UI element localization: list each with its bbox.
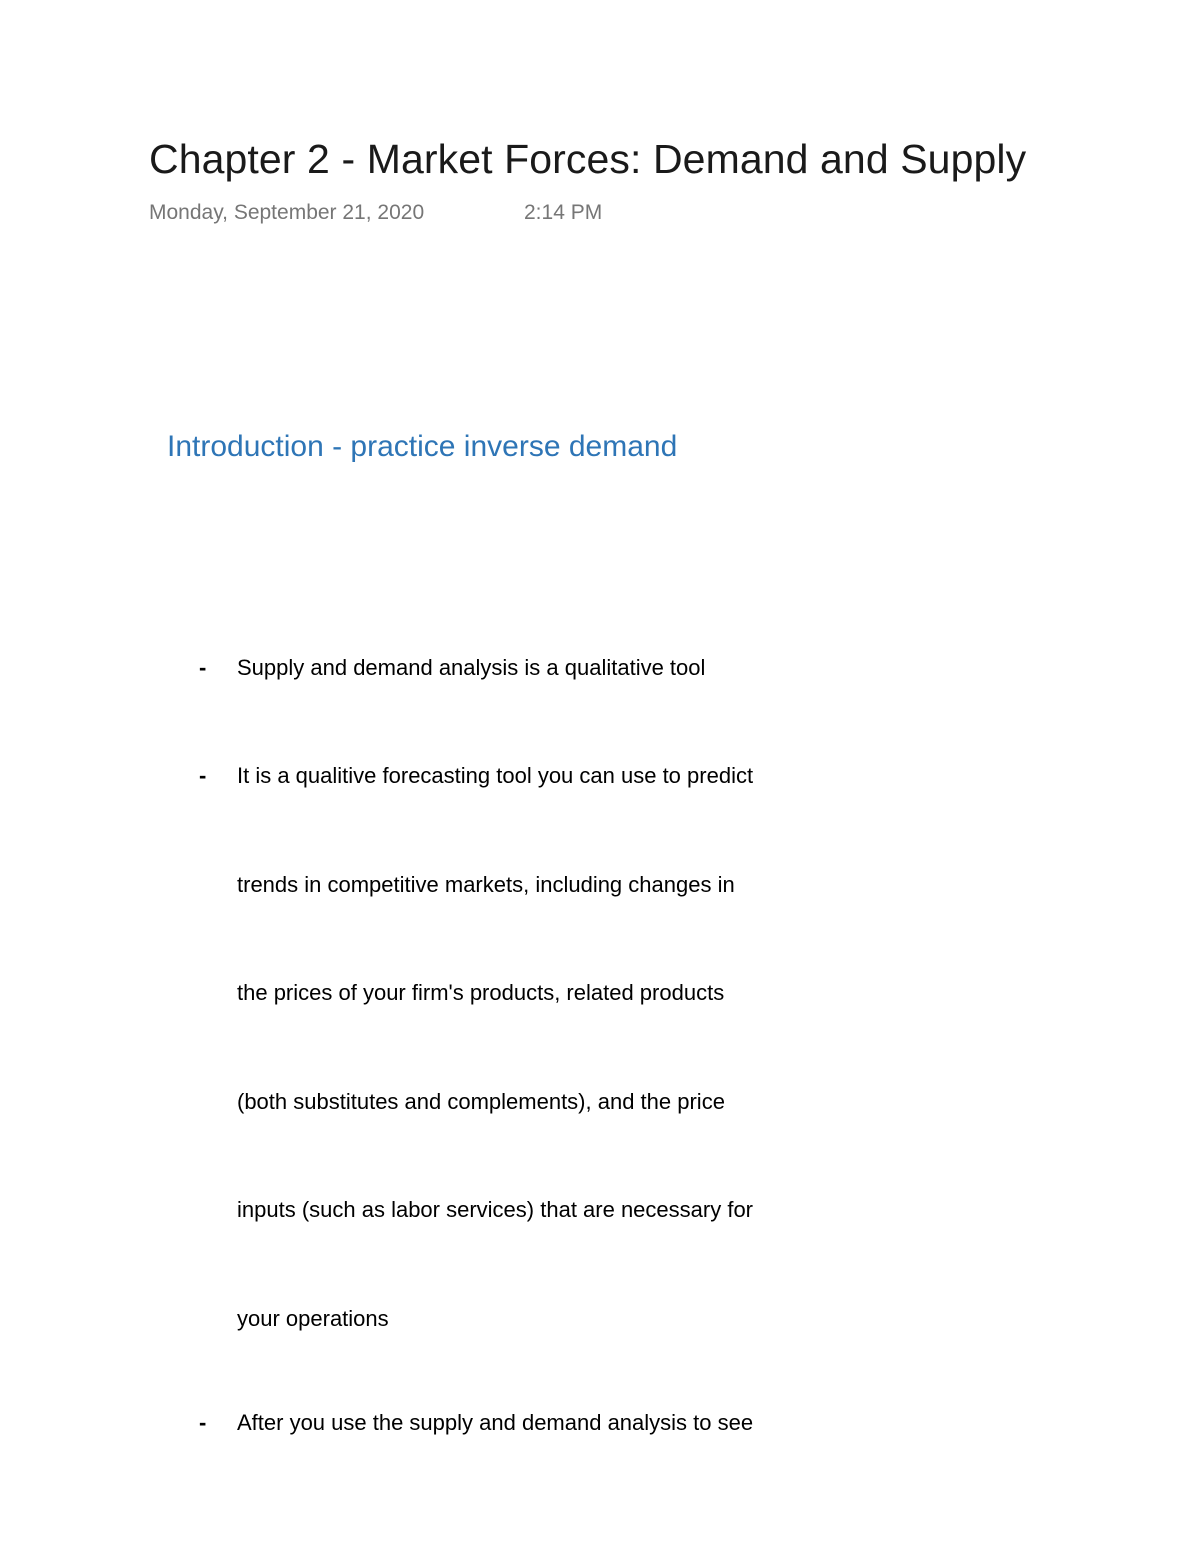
bullet-text-line: trends in competitive markets, including changes in: [237, 872, 735, 897]
page-time: 2:14 PM: [524, 201, 603, 224]
bullet-text: Supply and demand analysis is a qualitative tool: [237, 655, 706, 680]
bullet-marker: -: [199, 1410, 207, 1435]
bullet-marker: -: [199, 655, 207, 680]
bullet-text: After you use the supply and demand analysis to see: [237, 1410, 754, 1435]
bullet-marker: -: [199, 763, 207, 788]
bullet-text-line: the prices of your firm's products, related products: [237, 980, 725, 1005]
bullet-text-line: It is a qualitive forecasting tool you can use to predict: [237, 763, 754, 788]
bullet-text-line: (both substitutes and complements), and the price: [237, 1089, 725, 1114]
bullet-text-line: inputs (such as labor services) that are necessary for: [237, 1197, 754, 1222]
page-title: Chapter 2 - Market Forces: Demand and Supply: [149, 136, 1027, 182]
section-heading: Introduction - practice inverse demand: [167, 430, 678, 463]
page-date: Monday, September 21, 2020: [149, 201, 425, 224]
bullet-text-line: your operations: [237, 1306, 389, 1331]
